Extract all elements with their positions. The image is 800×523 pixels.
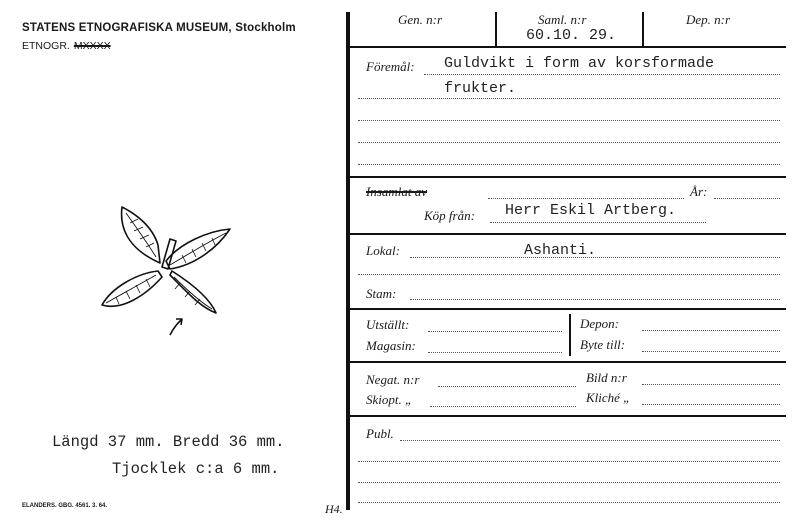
- bild-nr-label: Bild n:r: [586, 370, 627, 385]
- museum-name: STATENS ETNOGRAFISKA MUSEUM, Stockholm: [22, 22, 296, 34]
- bild-nr-rule: [642, 384, 780, 385]
- foremal-label: Föremål:: [366, 59, 415, 74]
- byte-till-rule: [642, 351, 780, 352]
- acquisition-bottom-rule: [348, 233, 786, 235]
- kop-fran-value: Herr Eskil Artberg.: [505, 202, 677, 219]
- top-divider-2: [642, 12, 644, 46]
- saml-nr-label: Saml. n:r: [538, 12, 587, 27]
- negat-nr-label: Negat. n:r: [366, 372, 420, 387]
- etnogr-prefix: ETNOGR.: [22, 40, 70, 52]
- negat-nr-rule: [438, 386, 576, 387]
- foremal-line-1: Guldvikt i form av korsformade: [444, 55, 715, 72]
- dep-nr-label: Dep. n:r: [686, 12, 731, 27]
- insamlat-rule: [488, 198, 684, 199]
- kliche-label: Kliché „: [586, 390, 631, 405]
- publ-rule-3: [358, 482, 780, 483]
- foremal-rule-1: [424, 74, 780, 75]
- publ-rule-1: [400, 440, 780, 441]
- foremal-bottom-rule: [348, 176, 786, 178]
- lokal-rule-2: [358, 274, 780, 275]
- kop-fran-label: Köp från:: [424, 208, 475, 223]
- form-left-border: [346, 12, 350, 510]
- ar-label: År:: [690, 184, 708, 199]
- publ-label: Publ.: [366, 426, 394, 441]
- dimensions-line-2: Tjocklek c:a 6 mm.: [112, 460, 280, 478]
- handwritten-mark: H4.: [325, 502, 343, 516]
- insamlat-struck-label: Insamlat av: [366, 184, 428, 199]
- sketch-stalk: [162, 239, 176, 269]
- gold-weight-sketch: [90, 195, 240, 345]
- stam-label: Stam:: [366, 286, 397, 301]
- skiopt-label: Skiopt. „: [366, 392, 413, 407]
- lokal-label: Lokal:: [366, 243, 400, 258]
- foremal-line-2: frukter.: [444, 80, 517, 97]
- top-fields-bottom-rule: [348, 46, 786, 48]
- lokal-value: Ashanti.: [524, 242, 597, 259]
- skiopt-rule: [430, 406, 576, 407]
- etnogr-label: [22, 40, 111, 52]
- kliche-rule: [642, 404, 780, 405]
- etnogr-struck-number: MXXXX: [73, 40, 111, 52]
- depon-rule: [642, 330, 780, 331]
- exhibit-divider: [569, 314, 571, 356]
- sketch-arrow: [170, 319, 182, 335]
- printer-imprint: ELANDERS. GBG. 4561. 3. 64.: [22, 503, 108, 509]
- foremal-rule-5: [358, 164, 780, 165]
- utstallt-rule: [428, 331, 562, 332]
- foremal-rule-2: [358, 98, 780, 99]
- photo-bottom-rule: [348, 415, 786, 417]
- ar-rule: [714, 198, 780, 199]
- publ-rule-2: [358, 461, 780, 462]
- publ-rule-4: [358, 502, 780, 503]
- foremal-rule-4: [358, 142, 780, 143]
- depon-label: Depon:: [580, 316, 619, 331]
- kop-fran-rule: [490, 222, 706, 223]
- exhibit-bottom-rule: [348, 361, 786, 363]
- stam-rule: [410, 299, 780, 300]
- lokal-rule-1: [410, 257, 780, 258]
- byte-till-label: Byte till:: [580, 337, 626, 352]
- lokal-bottom-rule: [348, 308, 786, 310]
- magasin-label: Magasin:: [366, 338, 416, 353]
- sketch-petal-upper-right: [166, 229, 230, 269]
- foremal-rule-3: [358, 120, 780, 121]
- top-divider-1: [495, 12, 497, 46]
- utstallt-label: Utställt:: [366, 317, 410, 332]
- dimensions-line-1: Längd 37 mm. Bredd 36 mm.: [52, 433, 285, 451]
- saml-nr-value: 60.10. 29.: [526, 27, 617, 44]
- magasin-rule: [428, 352, 562, 353]
- gen-nr-label: Gen. n:r: [398, 12, 443, 27]
